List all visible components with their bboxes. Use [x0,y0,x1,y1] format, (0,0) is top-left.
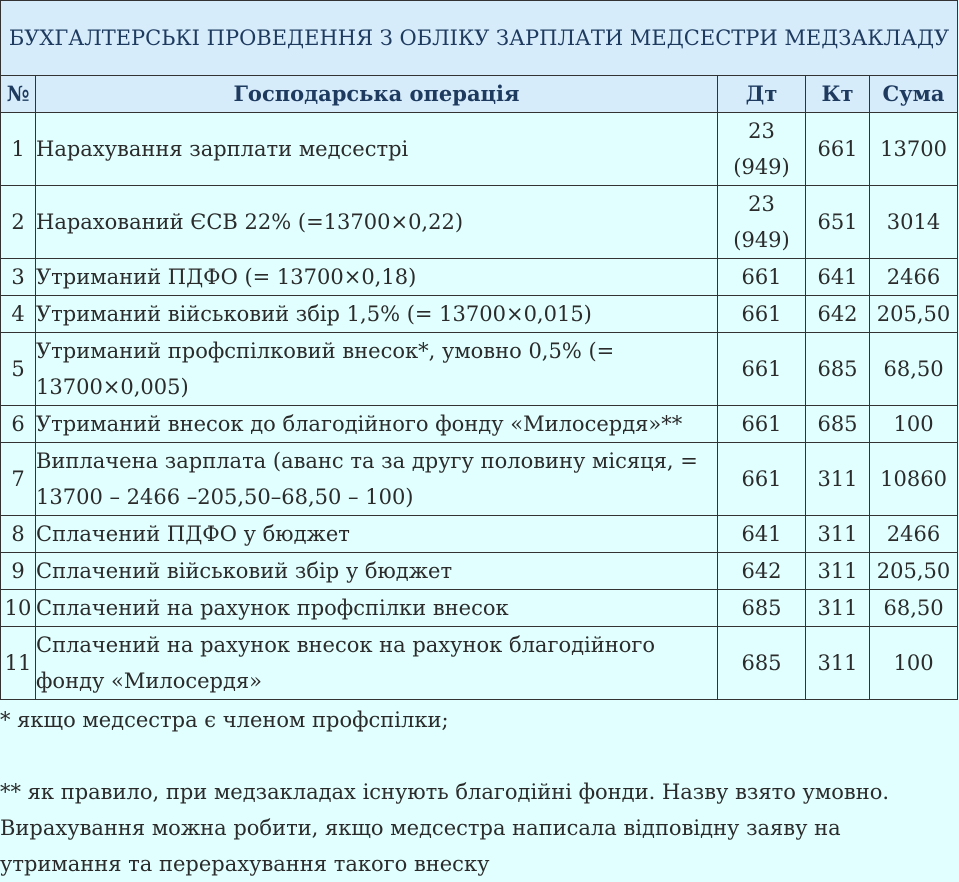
column-header-debit: Дт [718,76,806,113]
row-operation: Сплачений військовий збір у бюджет [36,553,718,590]
row-operation: Сплачений на рахунок внесок на рахунок благодійного фонду «Милосердя» [36,627,718,700]
table-row [1,627,958,700]
table-row [1,553,958,590]
row-number: 5 [1,333,36,406]
table-row [1,590,958,627]
row-amount: 100 [870,406,958,443]
row-debit: 661 [718,406,806,443]
row-debit: 661 [718,443,806,516]
row-debit: 661 [718,259,806,296]
row-amount: 10860 [870,443,958,516]
table-row [1,516,958,553]
column-header-number: № [1,76,36,113]
table-row [1,259,958,296]
row-operation: Утриманий профспілковий внесок*, умовно 0,5% (= 13700×0,005) [36,333,718,406]
row-debit: 23 (949) [718,186,806,259]
row-debit: 642 [718,553,806,590]
row-number: 11 [1,627,36,700]
table-body [1,113,958,700]
row-debit: 685 [718,590,806,627]
row-debit: 685 [718,627,806,700]
row-debit: 641 [718,516,806,553]
row-number: 4 [1,296,36,333]
row-credit: 651 [806,186,870,259]
footnotes [0,700,957,882]
footnote-2: ** як правило, при медзакладах існують благодійні фонди. Назву взято умовно. Вирахування можна робити, якщо медсестра написала відповідну заяву на утримання та перерахування такого внеску [0,780,890,876]
row-amount: 2466 [870,516,958,553]
row-number: 9 [1,553,36,590]
row-operation: Сплачений ПДФО у бюджет [36,516,718,553]
footnote-1: * якщо медсестра є членом профспілки; [0,708,449,732]
table-row [1,443,958,516]
row-amount: 68,50 [870,333,958,406]
row-operation: Утриманий військовий збір 1,5% (= 13700×0,015) [36,296,718,333]
column-header-credit: Кт [806,76,870,113]
row-debit: 661 [718,296,806,333]
row-number: 7 [1,443,36,516]
row-credit: 685 [806,333,870,406]
row-operation: Нарахований ЄСВ 22% (=13700×0,22) [36,186,718,259]
row-credit: 642 [806,296,870,333]
column-header-amount: Сума [870,76,958,113]
row-number: 6 [1,406,36,443]
footnote-spacer [0,738,957,774]
table-row [1,406,958,443]
row-credit: 311 [806,443,870,516]
row-credit: 311 [806,553,870,590]
row-operation: Утриманий ПДФО (= 13700×0,18) [36,259,718,296]
column-header-operation: Господарська операція [36,76,718,113]
row-credit: 311 [806,590,870,627]
row-debit: 661 [718,333,806,406]
row-credit: 311 [806,516,870,553]
row-number: 2 [1,186,36,259]
table-title: БУХГАЛТЕРСЬКІ ПРОВЕДЕННЯ З ОБЛІКУ ЗАРПЛАТИ МЕДСЕСТРИ МЕДЗАКЛАДУ [1,1,958,76]
row-credit: 641 [806,259,870,296]
row-amount: 205,50 [870,296,958,333]
table-row [1,296,958,333]
row-amount: 100 [870,627,958,700]
row-debit: 23 (949) [718,113,806,186]
table-header-row [1,76,958,113]
row-operation: Сплачений на рахунок профспілки внесок [36,590,718,627]
row-number: 10 [1,590,36,627]
table-row [1,113,958,186]
row-operation: Виплачена зарплата (аванс та за другу половину місяця, = 13700 – 2466 –205,50–68,50 – 100) [36,443,718,516]
row-amount: 68,50 [870,590,958,627]
row-credit: 661 [806,113,870,186]
row-amount: 205,50 [870,553,958,590]
table-row [1,333,958,406]
table-row [1,186,958,259]
row-amount: 13700 [870,113,958,186]
row-operation: Утриманий внесок до благодійного фонду «Милосердя»** [36,406,718,443]
row-credit: 685 [806,406,870,443]
row-operation: Нарахування зарплати медсестрі [36,113,718,186]
row-credit: 311 [806,627,870,700]
row-number: 8 [1,516,36,553]
row-amount: 3014 [870,186,958,259]
row-number: 3 [1,259,36,296]
row-number: 1 [1,113,36,186]
row-amount: 2466 [870,259,958,296]
